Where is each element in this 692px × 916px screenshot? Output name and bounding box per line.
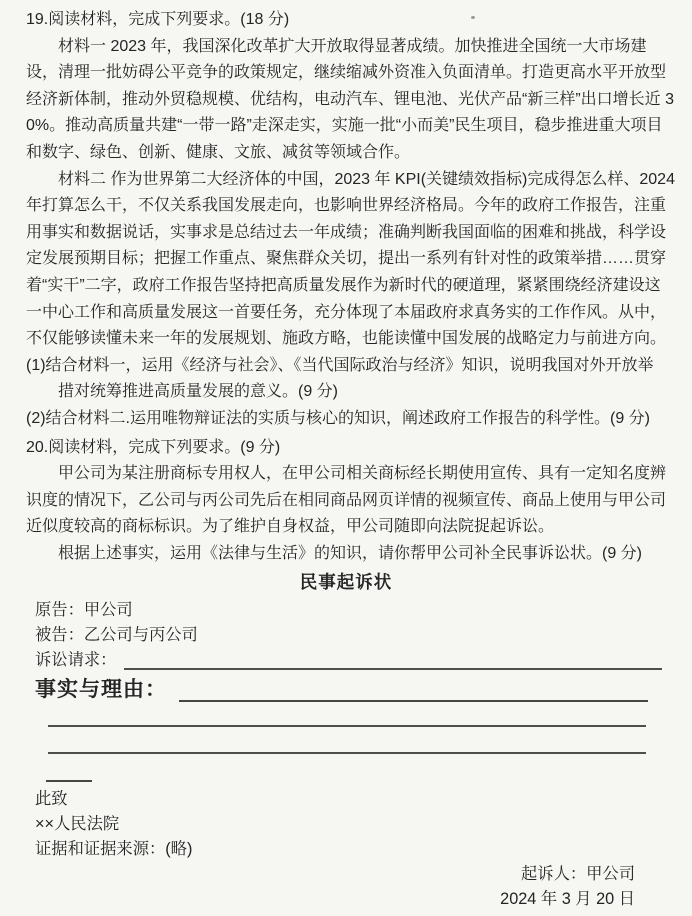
q20-text-line: 识度的情况下，乙公司与丙公司先后在相同商品网页详情的视频宣传、商品上使用与甲公司: [26, 491, 667, 509]
q19-text-line: 用事实和数据说话，实事求是总结过去一年成绩；准确判断我国面临的困难和挑战，科学设: [26, 223, 667, 241]
q19-text-line: 年打算怎么干，不仅关系我国发展走向，也影响世界经济格局。今年的政府工作报告，注重: [26, 197, 667, 215]
blank-underline-2: [48, 752, 646, 754]
court-line: ××人民法院: [35, 815, 120, 834]
defendant-line: 被告：乙公司与丙公司: [35, 626, 198, 645]
q19-text-line: 19.阅读材料，完成下列要求。(18 分): [26, 11, 290, 28]
civil-complaint-form: [26, 570, 666, 912]
q19-text-line: 0%。推动高质量共建“一带一路”走深走实，实施一批“小而美”民生项目，稳步推进重大项目: [26, 117, 663, 135]
short-underline: [46, 780, 92, 782]
date-line: 2024 年 3 月 20 日: [500, 890, 635, 909]
q19-text-line: 不仅能够读懂未来一年的发展规划、施政方略，也能读懂中国发展的战略定力与前进方向。: [26, 330, 667, 348]
q19-text-line: 着“实干”二字，政府工作报告坚持把高质量发展作为新时代的硬道理，紧紧围绕经济建设这: [26, 276, 661, 294]
q19-text-line: 材料一 2023 年，我国深化改革扩大开放取得显著成绩。加快推进全国统一大市场建: [26, 37, 647, 55]
signature-block: [26, 862, 666, 912]
facts-blank-underline: [179, 700, 648, 702]
q19-text-line: 定发展预期目标；把握工作重点、聚焦群众关切，提出一系列有针对性的政策举措……贯穿: [26, 250, 667, 268]
facts-label: 事实与理由：: [35, 678, 167, 702]
claim-blank-underline: [124, 668, 662, 670]
q19-text-line: 材料二 作为世界第二大经济体的中国，2023 年 KPI(关键绩效指标)完成得怎么样、2024: [26, 170, 675, 188]
q19-text-line: 经济新体制，推动外贸稳规模、优结构，电动汽车、锂电池、光伏产品“新三样”出口增长近 3: [26, 90, 675, 108]
facts-row: [35, 673, 666, 707]
claim-label: 诉讼请求：: [35, 651, 117, 670]
q20-text-line: 20.阅读材料，完成下列要求。(9 分): [26, 438, 281, 456]
respect-line: 此致: [35, 790, 68, 809]
q20-text-line: 根据上述事实，运用《法律与生活》的知识，请你帮甲公司补全民事诉讼状。(9 分): [26, 544, 643, 562]
prosecutor-line: 起诉人：甲公司: [521, 865, 635, 884]
evidence-line: 证据和证据来源：(略): [35, 840, 193, 859]
question-19: [26, 7, 675, 433]
q19-text-line: 措对统筹推进高质量发展的意义。(9 分): [26, 383, 339, 401]
claim-row: [35, 648, 666, 673]
blank-underline-1: [48, 725, 646, 727]
q20-text-line: 甲公司为某注册商标专用权人，在甲公司相关商标经长期使用宣传、具有一定知名度辨: [26, 465, 667, 483]
complaint-title: 民事起诉状: [299, 572, 393, 593]
q19-text-line: (1)结合材料一，运用《经济与社会》、《当代国际政治与经济》知识，说明我国对外开放举: [26, 356, 654, 374]
question-20: [26, 435, 666, 568]
plaintiff-line: 原告：甲公司: [35, 601, 133, 620]
q19-text-line: 设，清理一批妨碍公平竞争的政策规定，继续缩减外资准入负面清单。打造更高水平开放型: [26, 64, 667, 82]
q19-text-line: (2)结合材料二.运用唯物辩证法的实质与核心的知识，阐述政府工作报告的科学性。(9 分): [26, 409, 651, 427]
q20-text-line: 近似度较高的商标标识。为了维护自身权益，甲公司随即向法院捉起诉讼。: [26, 518, 555, 536]
scan-artifact-dot: [471, 16, 475, 19]
q19-text-line: 一中心工作和高质量发展这一首要任务，充分体现了本届政府求真务实的工作作风。从中，: [26, 303, 667, 321]
q19-text-line: 和数字、绿色、创新、健康、文旅、减贫等领域合作。: [26, 143, 411, 161]
